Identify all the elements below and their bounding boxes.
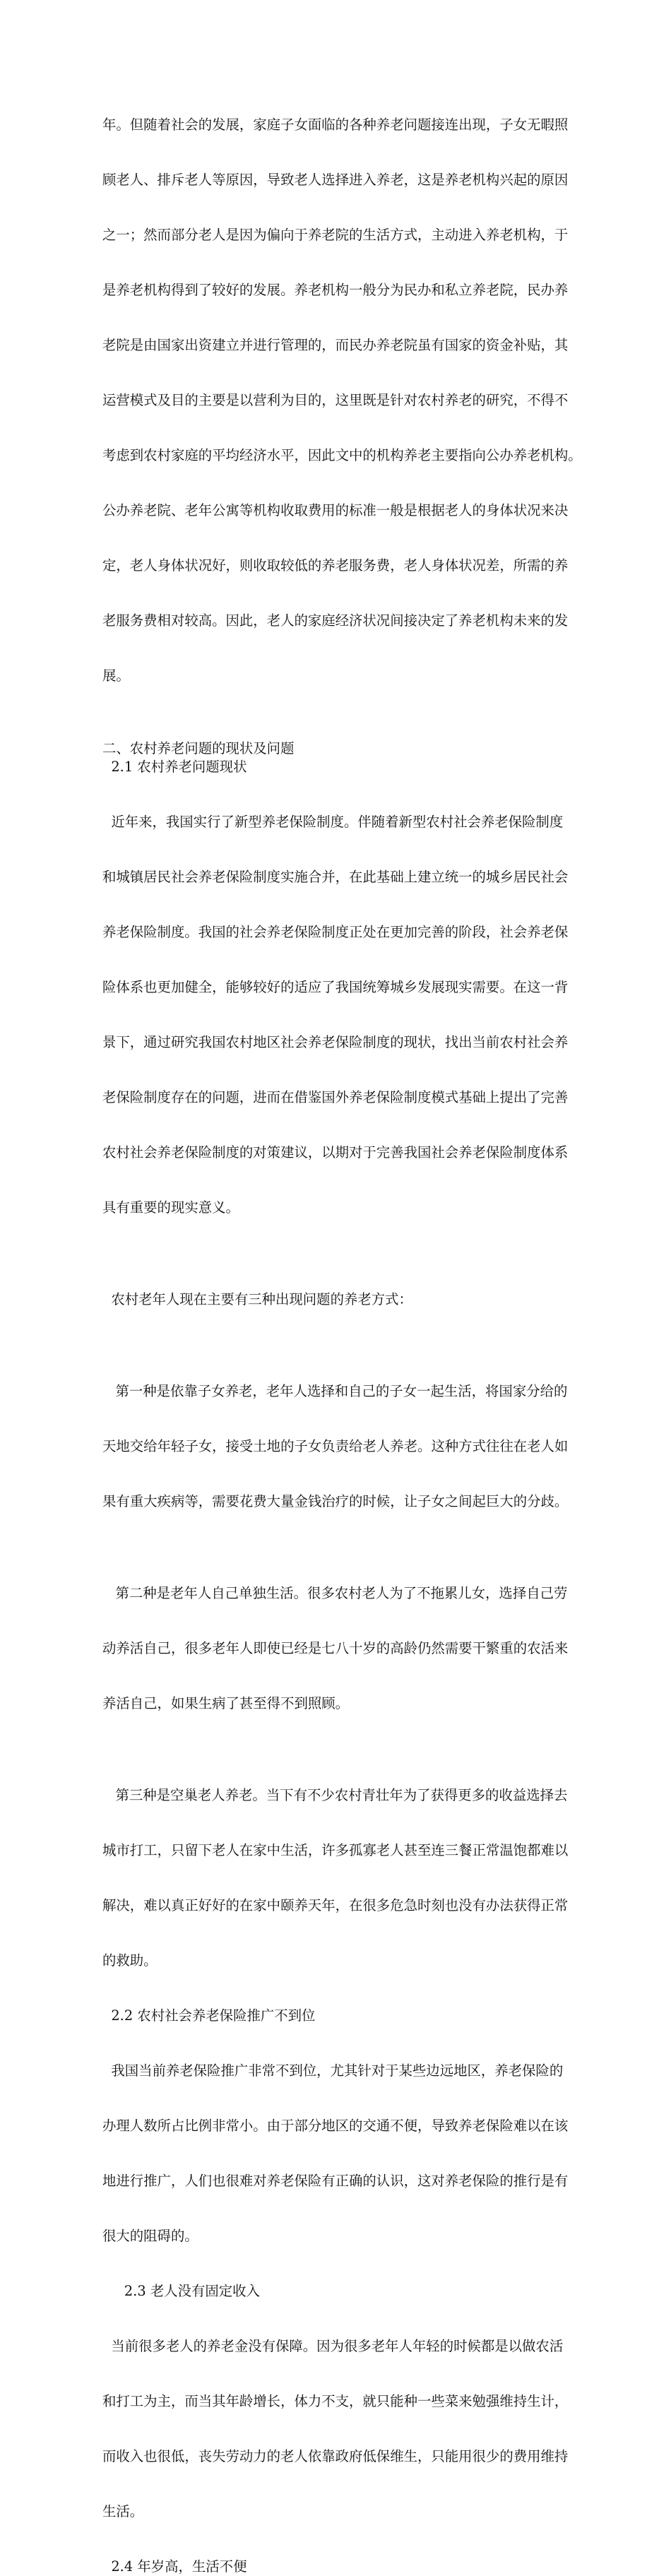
paragraph — [102, 2025, 574, 2282]
text-line: 具有重要的现实意义。 — [102, 1199, 239, 1216]
text-line: 考虑到农村家庭的平均经济水平，因此文中的机构养老主要指向公办养老机构。 — [102, 447, 582, 463]
text-line: 险体系也更加健全，能够较好的适应了我国统筹城乡发展现实需要。在这一背 — [102, 979, 569, 995]
text-line: 天地交给年轻子女，接受土地的子女负责给老人养老。这种方式往往在老人如 — [102, 1438, 569, 1454]
text-line: 顾老人、排斥老人等原因，导致老人选择进入养老，这是养老机构兴起的原因 — [102, 172, 569, 188]
paragraph — [102, 776, 574, 1254]
text-line: 我国当前养老保险推广非常不到位，尤其针对于某些边远地区，养老保险的 — [102, 2062, 564, 2079]
section-heading: 二、农村养老问题的现状及问题 — [102, 740, 295, 756]
subsection-heading: 2.2 农村社会养老保险推广不到位 — [102, 2007, 316, 2024]
text-line: 之一；然而部分老人是因为偏向于养老院的生活方式，主动进入养老机构，于 — [102, 227, 569, 243]
document-body — [102, 79, 582, 2576]
text-line: 农村社会养老保险制度的对策建议，以期对于完善我国社会养老保险制度体系 — [102, 1144, 569, 1161]
text-line: 公办养老院、老年公寓等机构收取费用的标准一般是根据老人的身体状况来决 — [102, 502, 569, 518]
text-line: 而收入也很低，丧失劳动力的老人依靠政府低保维生，只能用很少的费用维持 — [102, 2448, 569, 2464]
paragraph — [102, 2301, 574, 2558]
text-line: 办理人数所占比例非常小。由于部分地区的交通不便，导致养老保险难以在该 — [102, 2118, 569, 2134]
text-line: 定，老人身体状况好，则收取较低的养老服务费，老人身体状况差，所需的养 — [102, 557, 569, 574]
paragraph — [102, 1254, 574, 1346]
text-line: 运营模式及目的主要是以营利为目的，这里既是针对农村养老的研究，不得不 — [102, 392, 569, 408]
text-line: 解决，难以真正好好的在家中颐养天年，在很多危急时刻也没有办法获得正常 — [102, 1897, 569, 1913]
paragraph-spacer — [102, 722, 574, 740]
paragraph — [102, 1548, 574, 1750]
text-line: 动养活自己，很多老年人即使已经是七八十岁的高龄仍然需要干繁重的农活来 — [102, 1640, 569, 1656]
subsection-heading: 2.1 农村养老问题现状 — [102, 759, 247, 775]
text-line: 和城镇居民社会养老保险制度实施合并，在此基础上建立统一的城乡居民社会 — [102, 869, 569, 885]
text-line: 近年来，我国实行了新型养老保险制度。伴随着新型农村社会养老保险制度 — [102, 814, 564, 830]
subsection-heading: 2.4 年岁高，生活不便 — [102, 2558, 247, 2575]
text-line: 养老保险制度。我国的社会养老保险制度正处在更加完善的阶段，社会养老保 — [102, 924, 569, 940]
paragraph — [102, 1750, 574, 2007]
text-line: 老服务费相对较高。因此，老人的家庭经济状况间接决定了养老机构未来的发 — [102, 612, 569, 629]
text-line: 是养老机构得到了较好的发展。养老机构一般分为民办和私立养老院，民办养 — [102, 282, 569, 298]
text-line: 老保险制度存在的问题，进而在借鉴国外养老保险制度模式基础上提出了完善 — [102, 1089, 569, 1105]
text-line: 第三种是空巢老人养老。当下有不少农村青壮年为了获得更多的收益选择去 — [102, 1787, 568, 1803]
text-line: 第二种是老年人自己单独生活。很多农村老人为了不拖累儿女，选择自己劳 — [102, 1585, 568, 1601]
text-line: 生活。 — [102, 2503, 144, 2519]
text-line: 农村老年人现在主要有三种出现问题的养老方式： — [102, 1291, 412, 1307]
intro-paragraph — [102, 79, 582, 722]
subsection-heading: 2.3 老人没有固定收入 — [102, 2283, 260, 2299]
text-line: 地进行推广，人们也很难对养老保险有正确的认识，这对养老保险的推行是有 — [102, 2173, 569, 2189]
text-line: 老院是由国家出资建立并进行管理的，而民办养老院虽有国家的资金补贴，其 — [102, 337, 569, 353]
text-line: 展。 — [102, 667, 130, 684]
text-line: 第一种是依靠子女养老，老年人选择和自己的子女一起生活，将国家分给的 — [102, 1383, 568, 1399]
text-line: 很大的阻碍的。 — [102, 2228, 198, 2244]
text-line: 年。但随着社会的发展，家庭子女面临的各种养老问题接连出现，子女无暇照 — [102, 117, 569, 133]
text-line: 的救助。 — [102, 1952, 158, 1969]
text-line: 和打工为主，而当其年龄增长，体力不支，就只能种一些菜来勉强维持生计， — [102, 2393, 569, 2409]
text-line: 果有重大疾病等，需要花费大量金钱治疗的时候，让子女之间起巨大的分歧。 — [102, 1493, 569, 1509]
text-line: 养活自己，如果生病了甚至得不到照顾。 — [102, 1695, 350, 1711]
paragraph — [102, 1346, 574, 1548]
text-line: 当前很多老人的养老金没有保障。因为很多老年人年轻的时候都是以做农活 — [102, 2338, 564, 2354]
text-line: 景下，通过研究我国农村地区社会养老保险制度的现状，找出当前农村社会养 — [102, 1034, 569, 1050]
text-line: 城市打工，只留下老人在家中生活，许多孤寡老人甚至连三餐正常温饱都难以 — [102, 1842, 569, 1858]
